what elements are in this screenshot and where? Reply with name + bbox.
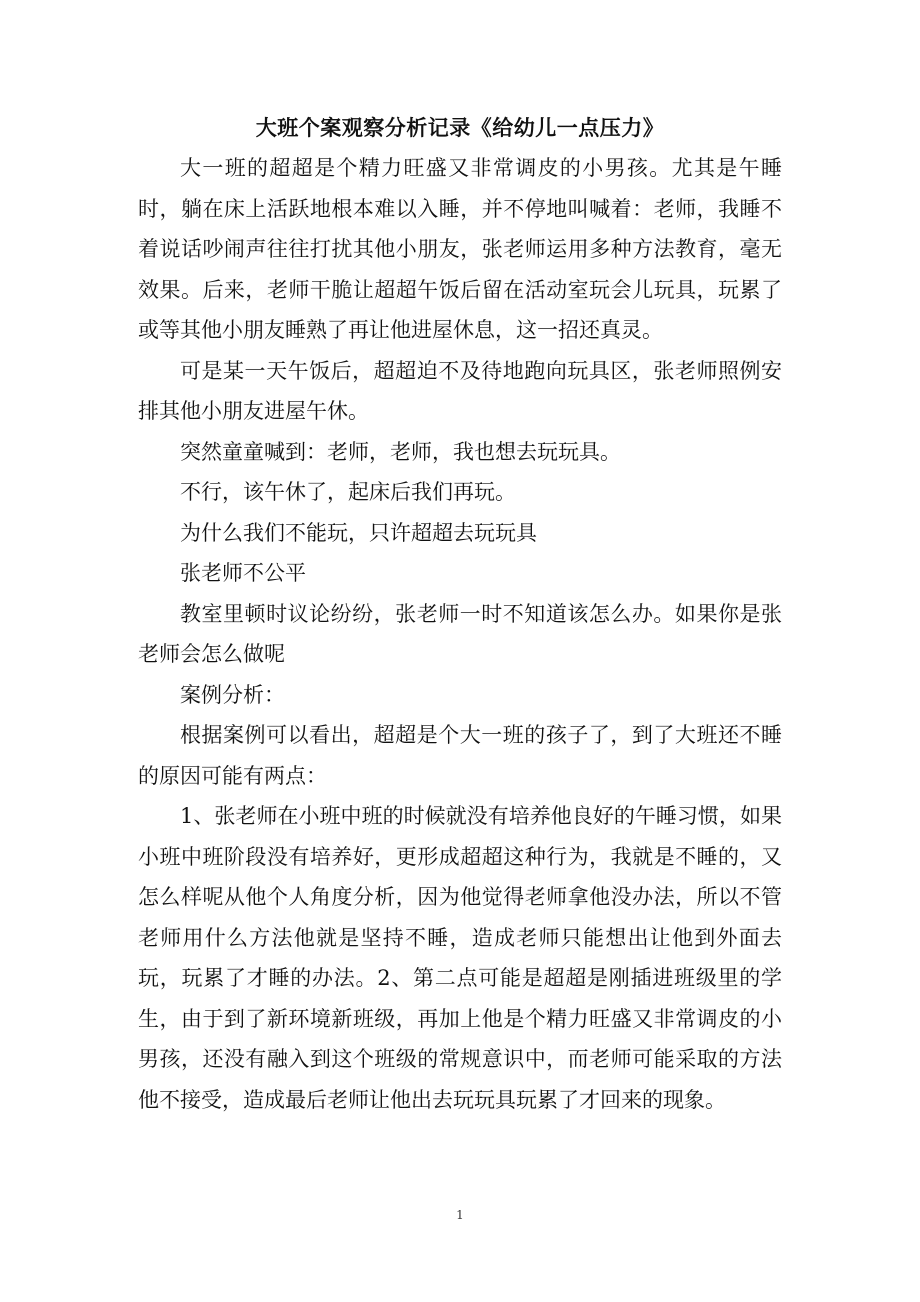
paragraph-teacher-reply: 不行，该午休了，起床后我们再玩。 bbox=[180, 480, 516, 504]
paragraph-intro: 大一班的超超是个精力旺盛又非常调皮的小男孩。尤其是午睡时，躺在床上活跃地根本难以入睡，并不停地叫喊着：老师，我睡不着说话吵闹声往往打扰其他小朋友，张老师运用多种方法教育，毫无效果。后来，老师干脆让超超午饭后留在活动室玩会儿玩具，玩累了或等其他小朋友睡熟了再让他进屋休息，这一招还真灵。 bbox=[138, 156, 782, 342]
paragraph-after-lunch: 可是某一天午饭后，超超迫不及待地跑向玩具区，张老师照例安排其他小朋友进屋午休。 bbox=[138, 358, 782, 423]
document-body bbox=[138, 108, 782, 1120]
paragraph-classroom-discussion: 教室里顿时议论纷纷，张老师一时不知道该怎么办。如果你是张老师会怎么做呢 bbox=[138, 601, 782, 666]
paragraph-tongtong-shout: 突然童童喊到：老师，老师，我也想去玩玩具。 bbox=[180, 439, 621, 464]
document-title: 大班个案观察分析记录《给幼儿一点压力》 bbox=[255, 116, 665, 140]
paragraph-analysis-intro: 根据案例可以看出，超超是个大一班的孩子了，到了大班还不睡的原因可能有两点： bbox=[138, 723, 782, 788]
paragraph-unfair: 张老师不公平 bbox=[180, 561, 306, 585]
paragraph-question: 为什么我们不能玩，只许超超去玩玩具 bbox=[180, 520, 537, 545]
page-number: 1 bbox=[456, 1208, 464, 1222]
paragraph-analysis-points: 1、张老师在小班中班的时候就没有培养他良好的午睡习惯，如果小班中班阶段没有培养好，更形成超超这种行为，我就是不睡的，又怎么样呢从他个人角度分析，因为他觉得老师拿他没办法，所以不管老师用什么方法他就是坚持不睡，造成老师只能想出让他到外面去玩，玩累了才睡的办法。2、第二点可能是超超是刚插进班级里的学生，由于到了新环境新班级，再加上他是个精力旺盛又非常调皮的小男孩，还没有融入到这个班级的常规意识中，而老师可能采取的方法他不接受，造成最后老师让他出去玩玩具玩累了才回来的现象。 bbox=[138, 804, 782, 1112]
paragraph-analysis-heading: 案例分析： bbox=[180, 682, 285, 707]
